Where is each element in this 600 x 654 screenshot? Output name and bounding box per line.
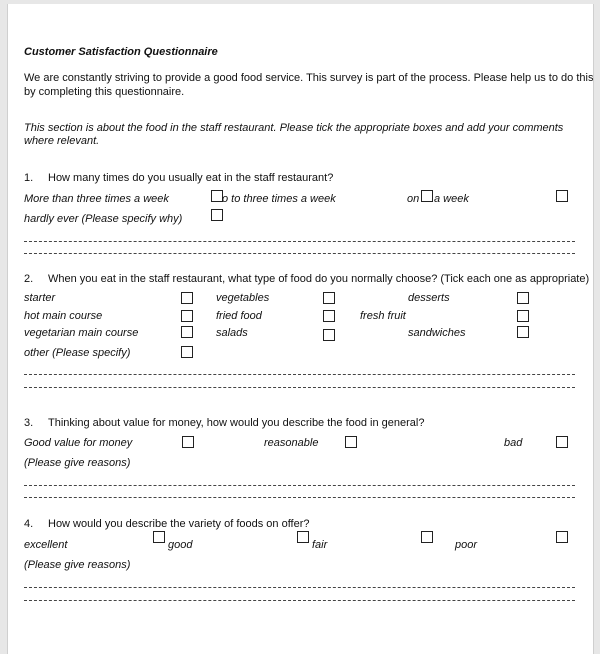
- q1-option-checkbox[interactable]: [211, 209, 223, 221]
- comment-line[interactable]: [24, 600, 575, 601]
- q2-option-label: vegetables: [216, 292, 270, 304]
- q1-option-checkbox[interactable]: [556, 190, 568, 202]
- q1-question: How many times do you usually eat in the staff restaurant?: [48, 172, 334, 184]
- q2-option-checkbox[interactable]: [517, 292, 529, 304]
- q4-reasons-label: (Please give reasons): [24, 559, 131, 571]
- q3-option-label: Good value for money: [24, 437, 133, 449]
- q1-number: 1.: [24, 172, 34, 184]
- q3-option-label: bad: [504, 437, 523, 449]
- q2-option-label: fresh fruit: [360, 310, 406, 322]
- comment-line[interactable]: [24, 253, 575, 254]
- q4-option-label: excellent: [24, 539, 68, 551]
- q2-option-label: vegetarian main course: [24, 327, 139, 339]
- q2-option-checkbox[interactable]: [323, 310, 335, 322]
- q3-option-checkbox[interactable]: [182, 436, 194, 448]
- comment-line[interactable]: [24, 497, 575, 498]
- q1-option-label: hardly ever (Please specify why): [24, 213, 183, 225]
- q1-option-label: More than three times a week: [24, 193, 169, 205]
- q2-number: 2.: [24, 273, 34, 285]
- q2-option-checkbox[interactable]: [181, 346, 193, 358]
- q2-option-checkbox[interactable]: [181, 326, 193, 338]
- q3-option-checkbox[interactable]: [345, 436, 357, 448]
- q4-option-checkbox[interactable]: [153, 531, 165, 543]
- intro-line-2: by completing this questionnaire.: [24, 86, 185, 98]
- q2-option-label: hot main course: [24, 310, 103, 322]
- q4-option-label: poor: [455, 539, 478, 551]
- comment-line[interactable]: [24, 485, 575, 486]
- q1-option-label: on: [407, 193, 420, 205]
- q2-option-checkbox[interactable]: [517, 326, 529, 338]
- q4-option-label: good: [168, 539, 193, 551]
- section-instructions-line-1: This section is about the food in the staff restaurant. Please tick the appropriate boxes and add your comments: [24, 122, 564, 134]
- q2-option-checkbox[interactable]: [181, 292, 193, 304]
- q2-option-label: sandwiches: [408, 327, 466, 339]
- comment-line[interactable]: [24, 387, 575, 388]
- q3-option-checkbox[interactable]: [556, 436, 568, 448]
- intro-line-1: We are constantly striving to provide a good food service. This survey is part of the process. Please help us to do this: [24, 72, 594, 84]
- q1-option-checkbox[interactable]: [421, 190, 433, 202]
- q2-option-checkbox[interactable]: [517, 310, 529, 322]
- q2-option-checkbox[interactable]: [323, 329, 335, 341]
- comment-line[interactable]: [24, 374, 575, 375]
- q1-option-label: a week: [434, 193, 469, 205]
- q4-question: How would you describe the variety of foods on offer?: [48, 518, 310, 530]
- q4-option-checkbox[interactable]: [556, 531, 568, 543]
- q3-option-label: reasonable: [264, 437, 319, 449]
- q3-number: 3.: [24, 417, 34, 429]
- section-instructions-line-2: where relevant.: [24, 135, 100, 147]
- q4-number: 4.: [24, 518, 34, 530]
- comment-line[interactable]: [24, 587, 575, 588]
- q4-option-checkbox[interactable]: [297, 531, 309, 543]
- comment-line[interactable]: [24, 241, 575, 242]
- q2-option-checkbox[interactable]: [181, 310, 193, 322]
- document-title: Customer Satisfaction Questionnaire: [24, 46, 218, 58]
- q2-option-label: desserts: [408, 292, 450, 304]
- q2-question: When you eat in the staff restaurant, what type of food do you normally choose? (Tick each one as appropriate): [48, 273, 590, 285]
- q3-reasons-label: (Please give reasons): [24, 457, 131, 469]
- q2-option-label: other (Please specify): [24, 347, 131, 359]
- q1-option-label: o to three times a week: [222, 193, 336, 205]
- q4-option-checkbox[interactable]: [421, 531, 433, 543]
- q4-option-label: fair: [312, 539, 328, 551]
- q2-option-label: starter: [24, 292, 56, 304]
- q2-option-label: fried food: [216, 310, 262, 322]
- document-page: [7, 4, 594, 654]
- q3-question: Thinking about value for money, how would you describe the food in general?: [48, 417, 425, 429]
- q2-option-checkbox[interactable]: [323, 292, 335, 304]
- q2-option-label: salads: [216, 327, 248, 339]
